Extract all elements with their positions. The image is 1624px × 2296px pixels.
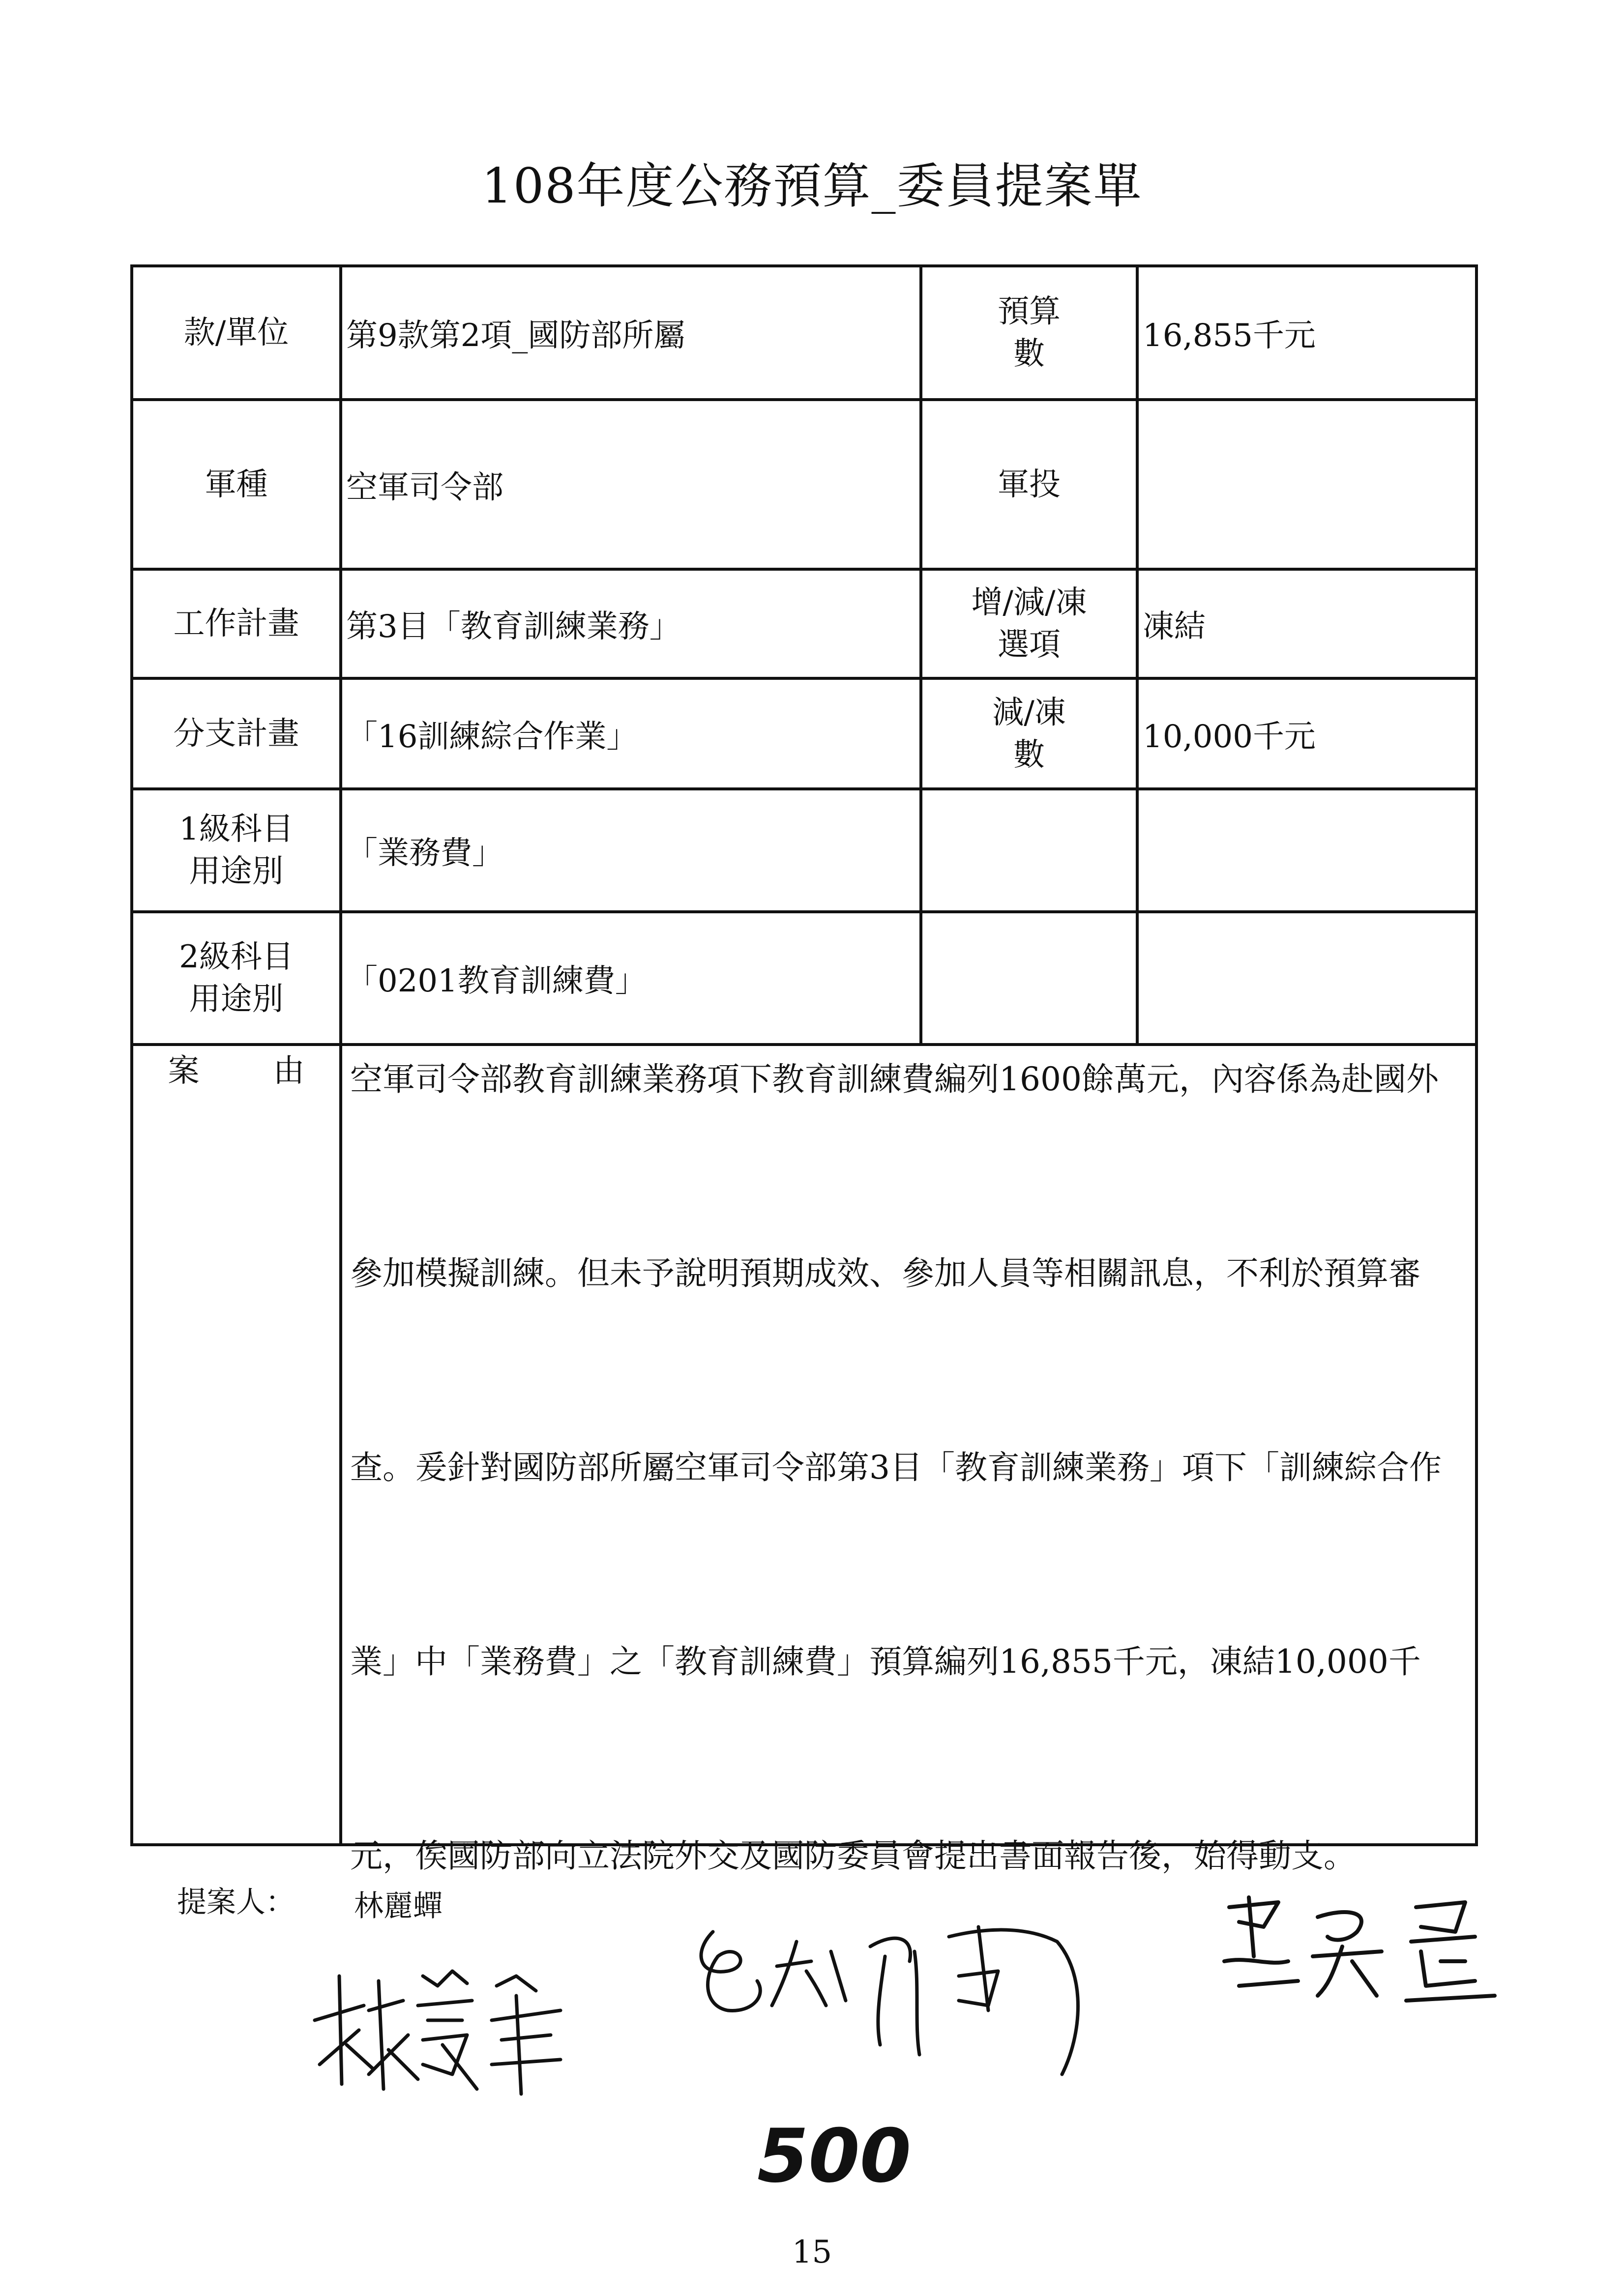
- label-military-investment: 軍投: [921, 400, 1137, 569]
- proposer-label: 提案人：: [177, 1885, 295, 1919]
- handwritten-number: 500: [757, 2114, 912, 2199]
- label-reason: 案 由: [132, 1045, 341, 1845]
- value-level1: 「業務費」: [341, 789, 921, 912]
- row-work-plan: [132, 569, 1476, 678]
- document-title: 108年度公務預算_委員提案單: [481, 158, 1143, 214]
- label-level2: 2級科目 用途別: [132, 912, 341, 1045]
- page-number: 15: [792, 2234, 832, 2270]
- label-section: 款/單位: [132, 266, 341, 400]
- signature-2: [683, 1907, 1111, 2094]
- label-option: 增/減/凍 選項: [921, 569, 1137, 678]
- row-service: [132, 400, 1476, 569]
- value-service: 空軍司令部: [341, 400, 921, 569]
- signature-3: [1210, 1888, 1514, 2015]
- empty-cell: [921, 789, 1137, 912]
- label-reduce-freeze-amount: 減/凍 數: [921, 678, 1137, 789]
- label-work-plan: 工作計畫: [132, 569, 341, 678]
- label-branch-plan: 分支計畫: [132, 678, 341, 789]
- signature-1: [305, 1947, 580, 2104]
- empty-cell: [1137, 789, 1476, 912]
- value-option: 凍結: [1137, 569, 1476, 678]
- value-level2: 「0201教育訓練費」: [341, 912, 921, 1045]
- reason-cell: [341, 1045, 1476, 1875]
- label-service: 軍種: [132, 400, 341, 569]
- label-budget-amount: 預算 數: [921, 266, 1137, 400]
- row-level1: [132, 789, 1476, 912]
- value-military-investment: [1137, 400, 1476, 569]
- label-level1: 1級科目 用途別: [132, 789, 341, 912]
- value-budget-amount: 16,855千元: [1137, 266, 1476, 400]
- row-section: [132, 266, 1476, 400]
- proposal-form-table: [130, 264, 1478, 1875]
- reason-text: 空軍司令部教育訓練業務項下教育訓練費編列1600餘萬元，內容係為赴國外參加模擬訓練。但未予說明預期成效、參加人員等相關訊息，不利於預算審查。爰針對國防部所屬空軍司令部第3目「教育訓練業務」項下「訓練綜合作業」中「業務費」之「教育訓練費」預算編列16,855千元，凍結10,000千元，俟國防部向立法院外交及國防委員會提出書面報告後，始得動支。: [350, 1060, 1442, 1875]
- row-branch-plan: [132, 678, 1476, 789]
- row-reason: [132, 1045, 1476, 1845]
- value-branch-plan: 「16訓練綜合作業」: [341, 678, 921, 789]
- value-reduce-freeze-amount: 10,000千元: [1137, 678, 1476, 789]
- value-section: 第9款第2項_國防部所屬: [341, 266, 921, 400]
- proposer-name: 林麗蟬: [354, 1889, 443, 1923]
- value-work-plan: 第3目「教育訓練業務」: [341, 569, 921, 678]
